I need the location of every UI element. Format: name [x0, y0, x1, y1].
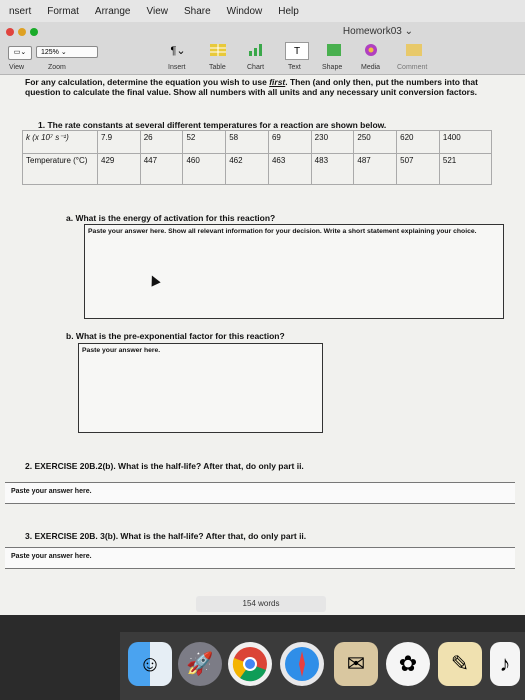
- menu-share[interactable]: Share: [183, 5, 211, 17]
- table-cell[interactable]: 1400: [439, 131, 491, 154]
- comment-icon: [406, 44, 422, 56]
- answer-box-b[interactable]: [78, 343, 323, 433]
- question-3-label: 3. EXERCISE 20B. 3(b). What is the half-life? After that, do only part ii.: [25, 531, 307, 541]
- table-cell[interactable]: k (x 10⁷ s⁻¹): [23, 131, 98, 154]
- chevron-down-icon[interactable]: ⌄: [404, 26, 413, 37]
- close-window-button[interactable]: [6, 28, 14, 36]
- emphasized-word: first: [269, 77, 286, 87]
- table-cell[interactable]: 250: [354, 131, 397, 154]
- table-icon: [210, 44, 226, 56]
- table-cell[interactable]: 26: [140, 131, 183, 154]
- question-1-label: 1. The rate constants at several different temperatures for a reaction are shown below.: [38, 120, 387, 130]
- table-cell[interactable]: 52: [183, 131, 226, 154]
- chart-label: Chart: [247, 64, 265, 71]
- answer-box-2[interactable]: [5, 482, 515, 504]
- question-a-label: a. What is the energy of activation for this reaction?: [66, 213, 276, 223]
- answer-box-a[interactable]: [84, 224, 504, 319]
- launchpad-icon[interactable]: 🚀: [178, 642, 222, 686]
- table-button[interactable]: [207, 42, 229, 58]
- table-cell[interactable]: 230: [311, 131, 354, 154]
- comment-button[interactable]: [403, 42, 425, 58]
- question-2-label: 2. EXERCISE 20B.2(b). What is the half-life? After that, do only part ii.: [25, 461, 304, 471]
- table-cell[interactable]: 460: [183, 154, 226, 185]
- table-cell[interactable]: 429: [98, 154, 141, 185]
- menu-window[interactable]: Window: [226, 5, 263, 17]
- view-label: View: [9, 64, 25, 71]
- table-cell[interactable]: 7.9: [98, 131, 141, 154]
- menu-insert[interactable]: nsert: [9, 5, 32, 17]
- word-count: 154 words: [196, 596, 326, 612]
- compass-icon: [284, 646, 320, 682]
- answer-hint: Paste your answer here. Show all relevant information for your decision. Write a short statement explaining your choice.: [88, 228, 477, 235]
- zoom-select[interactable]: 125% ⌄: [36, 46, 98, 58]
- answer-box-3[interactable]: [5, 547, 515, 569]
- comment-label: Comment: [397, 64, 428, 71]
- menu-format[interactable]: Format: [47, 5, 79, 17]
- menu-help[interactable]: Help: [278, 5, 299, 17]
- paragraph-icon[interactable]: ¶⌄: [170, 44, 186, 57]
- menu-bar: [0, 0, 525, 22]
- view-button[interactable]: [8, 46, 32, 60]
- instructions: For any calculation, determine the equation you wish to use first. Then (and only then, put the numbers into that question to calculate the final value. Show all numbers with all units and any necessary unit conversion factors.: [25, 77, 478, 97]
- table-cell[interactable]: 462: [226, 154, 269, 185]
- menu-arrange[interactable]: Arrange: [94, 5, 131, 17]
- chart-icon: [248, 44, 264, 56]
- chrome-logo-icon: [232, 646, 268, 682]
- shape-button[interactable]: [323, 42, 345, 58]
- dock: [120, 632, 525, 700]
- mail-icon[interactable]: ✉: [334, 642, 378, 686]
- question-b-label: b. What is the pre-exponential factor for this reaction?: [66, 331, 285, 341]
- media-label: Media: [361, 64, 381, 71]
- text-box-icon[interactable]: T: [285, 42, 309, 60]
- answer-hint: Paste your answer here.: [11, 488, 92, 495]
- toolbar: [0, 22, 525, 75]
- sidebar-icon: ▭⌄: [13, 49, 27, 56]
- zoom-window-button[interactable]: [30, 28, 38, 36]
- window-title: Homework03 ⌄: [342, 26, 413, 37]
- table-cell[interactable]: 620: [397, 131, 440, 154]
- zoom-label: Zoom: [48, 64, 66, 71]
- text-label: Text: [288, 64, 301, 71]
- table-cell[interactable]: Temperature (°C): [23, 154, 98, 185]
- media-button[interactable]: [360, 42, 382, 58]
- table-cell[interactable]: 69: [268, 131, 311, 154]
- flower-icon: [364, 43, 378, 57]
- shape-label: Shape: [322, 64, 343, 71]
- table-cell[interactable]: 58: [226, 131, 269, 154]
- table-row: [23, 154, 492, 185]
- safari-icon[interactable]: [280, 642, 324, 686]
- minimize-window-button[interactable]: [18, 28, 26, 36]
- shape-icon: [327, 44, 341, 56]
- answer-hint: Paste your answer here.: [11, 553, 92, 560]
- table-cell[interactable]: 521: [439, 154, 491, 185]
- menu-view[interactable]: View: [146, 5, 168, 17]
- chrome-icon[interactable]: [228, 642, 272, 686]
- table-cell[interactable]: 463: [268, 154, 311, 185]
- insert-label: Insert: [168, 64, 186, 71]
- document-page[interactable]: [0, 75, 525, 615]
- table-row: [23, 131, 492, 154]
- table-label: Table: [209, 64, 226, 71]
- finder-icon[interactable]: ☺: [128, 642, 172, 686]
- table-cell[interactable]: 507: [397, 154, 440, 185]
- chart-button[interactable]: [245, 42, 267, 58]
- music-icon[interactable]: ♪: [490, 642, 520, 686]
- photos-icon[interactable]: ✿: [386, 642, 430, 686]
- table-cell[interactable]: 483: [311, 154, 354, 185]
- answer-hint: Paste your answer here.: [82, 347, 161, 354]
- notes-icon[interactable]: ✎: [438, 642, 482, 686]
- table-cell[interactable]: 447: [140, 154, 183, 185]
- table-cell[interactable]: 487: [354, 154, 397, 185]
- rate-constant-table[interactable]: [22, 130, 492, 185]
